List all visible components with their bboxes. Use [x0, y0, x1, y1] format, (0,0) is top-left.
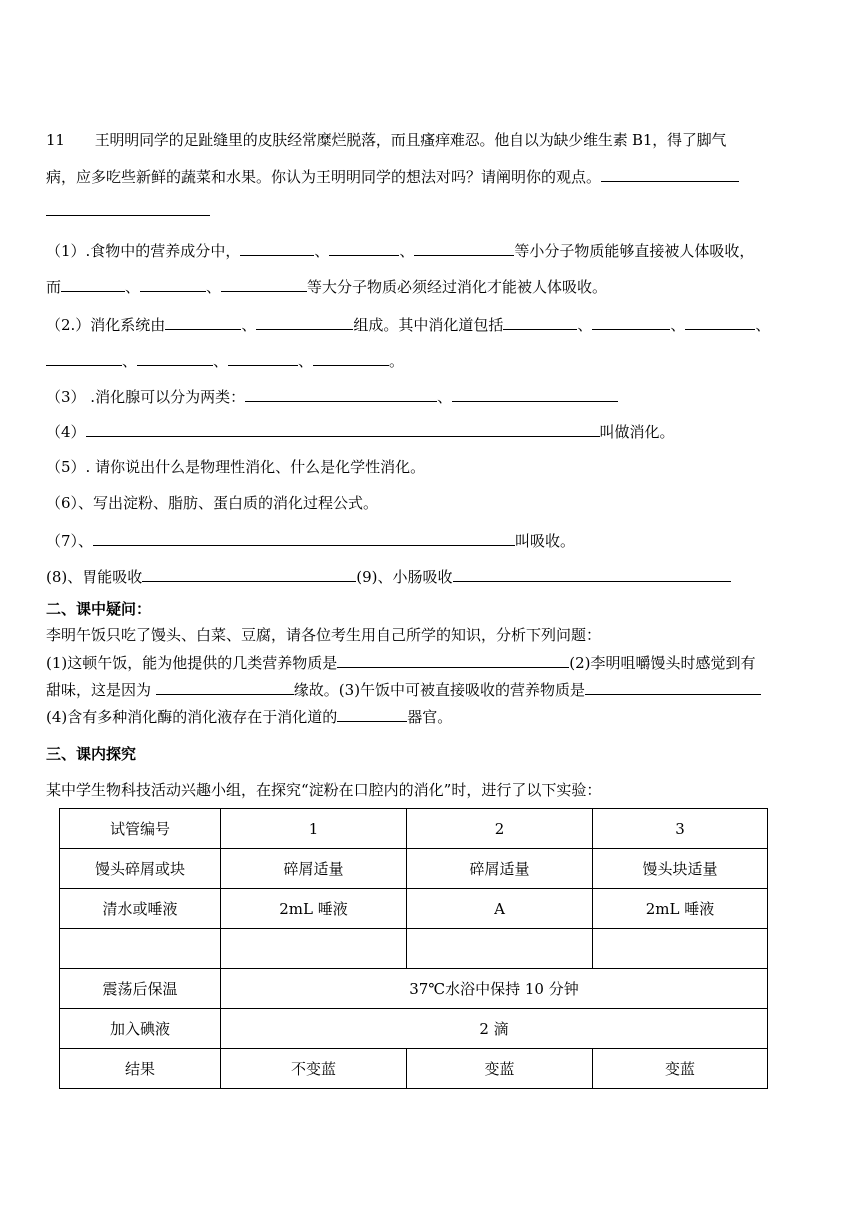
q11-number: 11 [46, 131, 65, 149]
answer-blank[interactable] [685, 314, 755, 330]
answer-blank[interactable] [414, 240, 514, 256]
q11-text-line2: 病，应多吃些新鲜的蔬菜和水果。你认为王明明同学的想法对吗？请阐明你的观点。 [46, 168, 602, 186]
answer-blank[interactable] [256, 314, 353, 330]
answer-blank[interactable] [156, 679, 294, 695]
table-cell: A [407, 889, 593, 929]
table-cell: 不变蓝 [221, 1049, 407, 1089]
table-cell-merged: 2 滴 [221, 1009, 768, 1049]
answer-blank[interactable] [137, 350, 213, 366]
table-row-empty [60, 929, 768, 969]
answer-blank[interactable] [592, 314, 670, 330]
separator: 、 [206, 278, 222, 296]
table-cell: 清水或唾液 [60, 889, 221, 929]
item2-line1 [46, 314, 770, 335]
answer-blank[interactable] [337, 652, 569, 668]
table-row [60, 969, 768, 1009]
answer-blank[interactable] [585, 679, 761, 695]
answer-blank[interactable] [313, 350, 389, 366]
table-cell: 3 [593, 809, 768, 849]
item7-line [46, 530, 575, 551]
section2-q1-line [46, 652, 756, 673]
q11-line2 [46, 166, 739, 187]
item7-suffix: 叫吸收。 [515, 532, 576, 550]
item3-line [46, 386, 618, 407]
answer-blank[interactable] [140, 276, 206, 292]
table-cell: 2 [407, 809, 593, 849]
section2-heading: 二、课中疑问： [46, 600, 152, 618]
item2-prefix: （2.）消化系统由 [46, 316, 166, 334]
section2-q1: (1)这顿午饭，能为他提供的几类营养物质是 [46, 654, 338, 672]
section2-q2-line [46, 679, 761, 700]
table-cell: 馒头碎屑或块 [60, 849, 221, 889]
item3-prefix: （3） .消化腺可以分为两类： [46, 388, 246, 406]
item2-line2 [46, 350, 404, 371]
table-cell: 碎屑适量 [407, 849, 593, 889]
section3-heading: 三、课内探究 [46, 745, 137, 763]
section2-q2: (2)李明咀嚼馒头时感觉到有 [569, 654, 756, 672]
separator: 、 [670, 316, 686, 334]
table-cell [221, 929, 407, 969]
table-cell: 1 [221, 809, 407, 849]
table-cell: 变蓝 [407, 1049, 593, 1089]
q11-line1 [46, 130, 726, 150]
table-cell: 结果 [60, 1049, 221, 1089]
section2-q2b-suffix: 缘故。 [293, 681, 339, 699]
answer-blank[interactable] [86, 421, 600, 437]
item1-line2 [46, 276, 607, 297]
q11-text-line1: 王明明同学的足趾缝里的皮肤经常糜烂脱落，而且瘙痒难忍。他自以为缺少维生素 B1，得了脚气 [94, 131, 727, 149]
section2-intro: 李明午饭只吃了馒头、白菜、豆腐，请各位考生用自己所学的知识，分析下列问题： [46, 626, 602, 644]
table-cell: 碎屑适量 [221, 849, 407, 889]
item1-line1 [46, 240, 754, 261]
q11-line3 [46, 200, 210, 221]
section2-q4-suffix: 器官。 [407, 708, 453, 726]
separator: 、 [298, 352, 314, 370]
answer-blank[interactable] [46, 350, 122, 366]
separator: 、 [122, 352, 138, 370]
item4-line [46, 421, 675, 442]
answer-blank[interactable] [601, 166, 739, 182]
table-cell: 馒头块适量 [593, 849, 768, 889]
answer-blank[interactable] [46, 200, 210, 216]
item9-text: (9)、小肠吸收 [356, 568, 453, 586]
answer-blank[interactable] [221, 276, 307, 292]
item1-suffix: 等小分子物质能够直接被人体吸收， [514, 242, 755, 260]
answer-blank[interactable] [452, 386, 618, 402]
table-row [60, 889, 768, 929]
item6-line [46, 493, 378, 513]
table-cell [407, 929, 593, 969]
section2-q3: (3)午饭中可被直接吸收的营养物质是 [338, 681, 586, 699]
item4-prefix: （4） [46, 423, 86, 441]
table-cell: 加入碘液 [60, 1009, 221, 1049]
item2-mid: 组成。其中消化道包括 [353, 316, 504, 334]
table-cell [593, 929, 768, 969]
separator: 、 [577, 316, 593, 334]
experiment-table [59, 808, 768, 1089]
item1-prefix: （1）.食物中的营养成分中， [46, 242, 241, 260]
table-cell: 变蓝 [593, 1049, 768, 1089]
table-row [60, 1009, 768, 1049]
period: 。 [389, 352, 405, 370]
item1b-prefix: 而 [46, 278, 62, 296]
separator: 、 [399, 242, 415, 260]
section2-q4-prefix: (4)含有多种消化酶的消化液存在于消化道的 [46, 708, 338, 726]
answer-blank[interactable] [93, 530, 515, 546]
separator: 、 [213, 352, 229, 370]
answer-blank[interactable] [503, 314, 577, 330]
item8-9-line [46, 566, 731, 587]
table-cell: 2mL 唾液 [593, 889, 768, 929]
table-cell: 2mL 唾液 [221, 889, 407, 929]
separator: 、 [755, 316, 771, 334]
item5-text: （5）. 请你说出什么是物理性消化、什么是化学性消化。 [46, 458, 426, 476]
table-cell: 试管编号 [60, 809, 221, 849]
answer-blank[interactable] [61, 276, 125, 292]
answer-blank[interactable] [240, 240, 314, 256]
answer-blank[interactable] [165, 314, 241, 330]
section3-intro: 某中学生物科技活动兴趣小组，在探究“淀粉在口腔内的消化”时，进行了以下实验： [46, 781, 602, 799]
answer-blank[interactable] [228, 350, 298, 366]
answer-blank[interactable] [329, 240, 399, 256]
item7-prefix: （7）、 [46, 532, 94, 550]
separator: 、 [241, 316, 257, 334]
table-cell: 震荡后保温 [60, 969, 221, 1009]
table-cell [60, 929, 221, 969]
item8-text: (8)、胃能吸收 [46, 568, 143, 586]
separator: 、 [125, 278, 141, 296]
item5-line [46, 457, 425, 477]
answer-blank[interactable] [142, 566, 356, 582]
table-row [60, 809, 768, 849]
table-row [60, 1049, 768, 1089]
table-row [60, 849, 768, 889]
section2-q2b-prefix: 甜味，这是因为 [46, 681, 156, 699]
answer-blank[interactable] [337, 706, 407, 722]
item6-text: （6）、写出淀粉、脂肪、蛋白质的消化过程公式。 [46, 494, 379, 512]
table-cell-merged: 37℃水浴中保持 10 分钟 [221, 969, 768, 1009]
item4-suffix: 叫做消化。 [599, 423, 675, 441]
answer-blank[interactable] [245, 386, 437, 402]
separator: 、 [314, 242, 330, 260]
answer-blank[interactable] [453, 566, 731, 582]
separator: 、 [437, 388, 453, 406]
item1b-suffix: 等大分子物质必须经过消化才能被人体吸收。 [307, 278, 608, 296]
section2-q4-line [46, 706, 452, 727]
